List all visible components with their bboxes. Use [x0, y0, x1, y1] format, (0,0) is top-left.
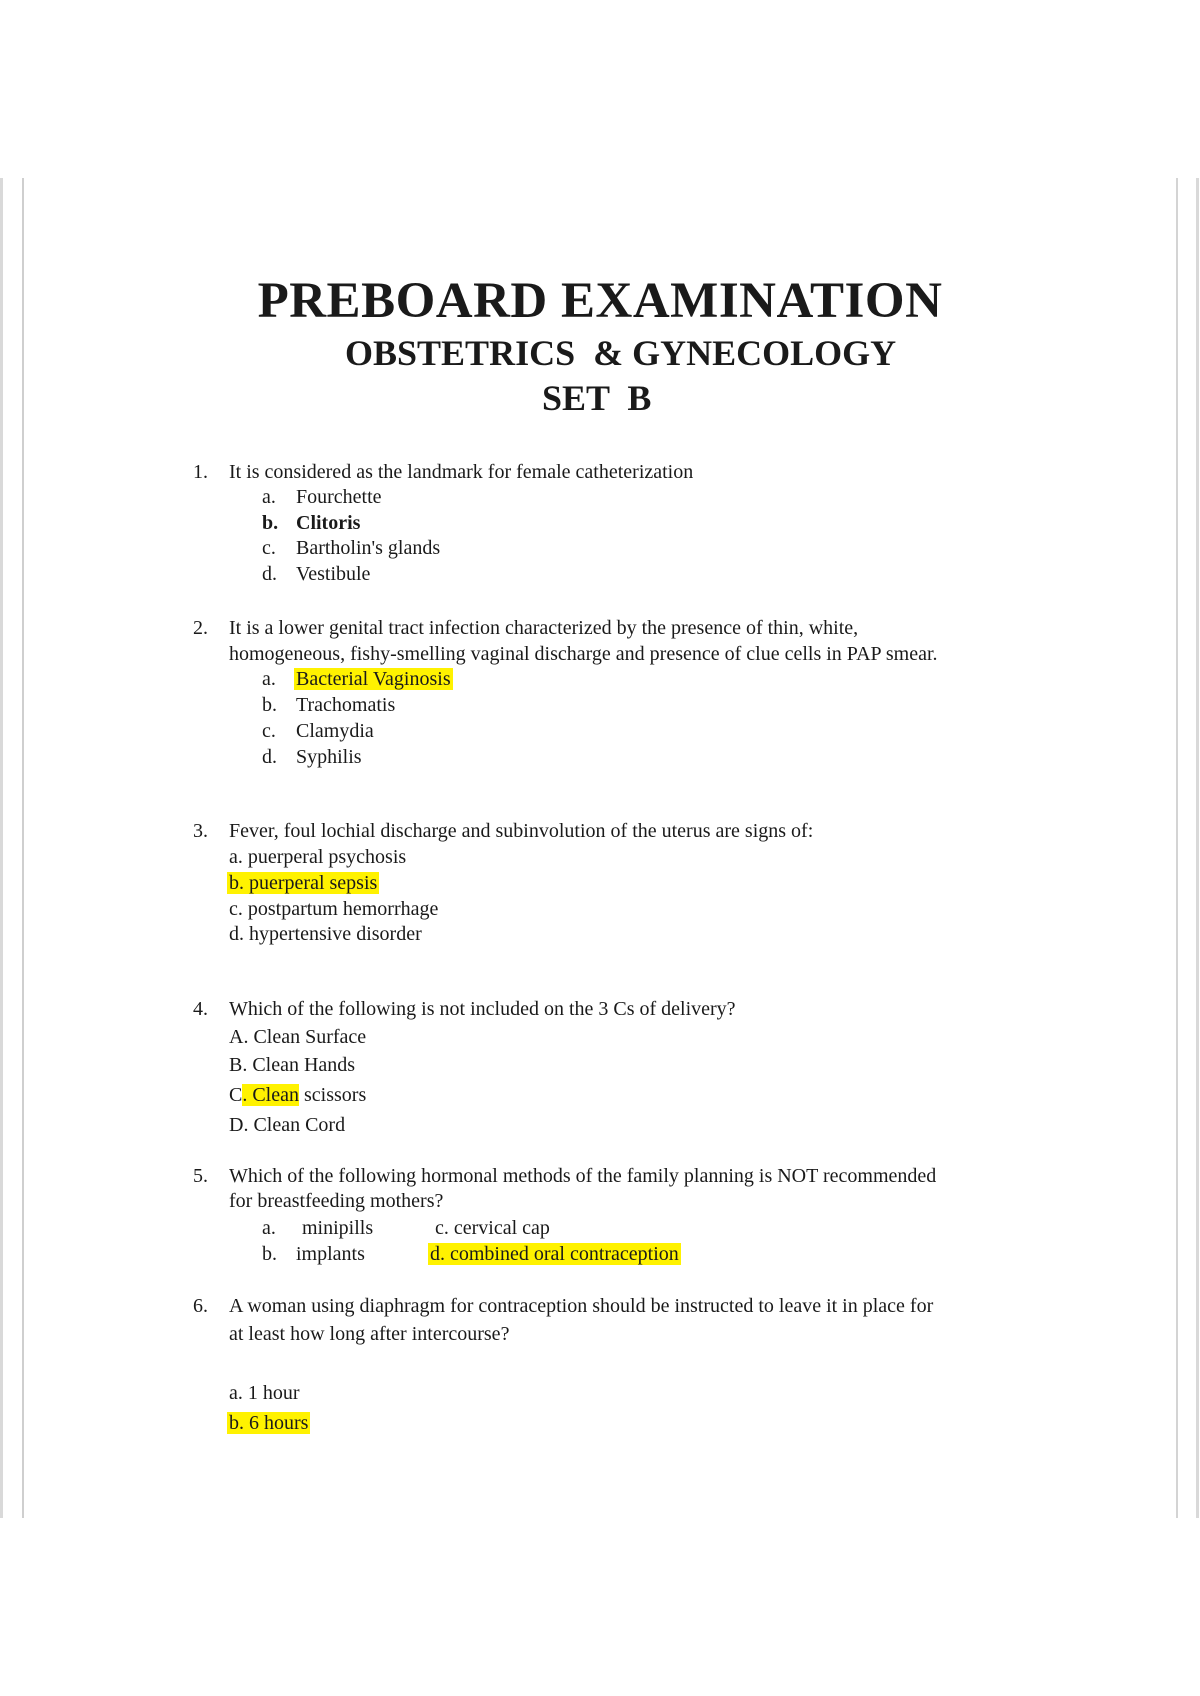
choice-text: implants: [296, 1243, 365, 1265]
choice-text-answer: Clitoris: [296, 512, 361, 534]
choice-text: d. hypertensive disorder: [229, 923, 422, 945]
choice-letter: a.: [262, 668, 276, 690]
choice-text: B. Clean Hands: [229, 1054, 356, 1076]
choice-text: c. cervical cap: [435, 1217, 550, 1239]
question-text: It is considered as the landmark for female catheterization: [229, 461, 694, 483]
answer-highlight: b. puerperal sepsis: [229, 872, 378, 894]
choice-text-answer: [428, 1242, 681, 1266]
choice-letter: b.: [262, 1243, 277, 1265]
choice-text: Bartholin's glands: [296, 537, 441, 559]
question-text-line1: A woman using diaphragm for contraception should be instructed to leave it in place for: [229, 1295, 934, 1317]
choice-text: minipills: [302, 1217, 374, 1239]
choice-text-answer: [227, 1411, 310, 1435]
question-text: Which of the following is not included on the 3 Cs of delivery?: [229, 998, 736, 1020]
question-number: 3.: [193, 820, 208, 842]
exam-set: SET B: [542, 378, 652, 418]
choice-text: a. 1 hour: [229, 1382, 300, 1404]
choice-text: Syphilis: [296, 746, 362, 768]
question-text-line1: Which of the following hormonal methods of the family planning is NOT recommended: [229, 1165, 937, 1187]
choice-text-answer: [227, 871, 379, 895]
choice-letter: b.: [262, 512, 279, 534]
answer-highlight: d. combined oral contraception: [430, 1243, 679, 1265]
choice-text: A. Clean Surface: [229, 1026, 367, 1048]
choice-letter: d.: [262, 563, 277, 585]
choice-letter: c.: [262, 537, 276, 559]
choice-text: Fourchette: [296, 486, 382, 508]
exam-subject: OBSTETRICS & GYNECOLOGY: [345, 333, 897, 373]
question-text-line1: It is a lower genital tract infection characterized by the presence of thin, white,: [229, 617, 859, 639]
question-text: Fever, foul lochial discharge and subinvolution of the uterus are signs of:: [229, 820, 814, 842]
choice-text: a. puerperal psychosis: [229, 846, 407, 868]
question-number: 6.: [193, 1295, 208, 1317]
page-edge-right-inner: [1176, 178, 1178, 1518]
choice-text: Vestibule: [296, 563, 371, 585]
choice-text: Clamydia: [296, 720, 374, 742]
page-edge-right: [1196, 178, 1199, 1518]
choice-text-answer: [229, 1083, 366, 1107]
page-edge-left-inner: [22, 178, 24, 1518]
page-edge-left: [0, 178, 3, 1518]
answer-highlight: Bacterial Vaginosis: [296, 668, 451, 690]
question-number: 2.: [193, 617, 208, 639]
choice-letter: c.: [262, 720, 276, 742]
choice-text: Trachomatis: [296, 694, 396, 716]
choice-text: D. Clean Cord: [229, 1114, 346, 1136]
question-text-line2: for breastfeeding mothers?: [229, 1190, 444, 1212]
answer-highlight: . Clean: [242, 1084, 299, 1106]
exam-title: PREBOARD EXAMINATION: [257, 273, 943, 329]
choice-letter: d.: [262, 746, 277, 768]
choice-letter: a.: [262, 1217, 276, 1239]
answer-highlight: b. 6 hours: [229, 1412, 309, 1434]
question-text-line2: homogeneous, fishy-smelling vaginal discharge and presence of clue cells in PAP smear.: [229, 643, 938, 665]
choice-text: c. postpartum hemorrhage: [229, 898, 439, 920]
question-number: 5.: [193, 1165, 208, 1187]
question-text-line2: at least how long after intercourse?: [229, 1323, 510, 1345]
choice-text-answer: [294, 667, 453, 691]
question-number: 1.: [193, 461, 208, 483]
question-number: 4.: [193, 998, 208, 1020]
choice-suffix: scissors: [299, 1084, 367, 1106]
choice-prefix: C: [229, 1084, 243, 1106]
choice-letter: a.: [262, 486, 276, 508]
choice-letter: b.: [262, 694, 277, 716]
